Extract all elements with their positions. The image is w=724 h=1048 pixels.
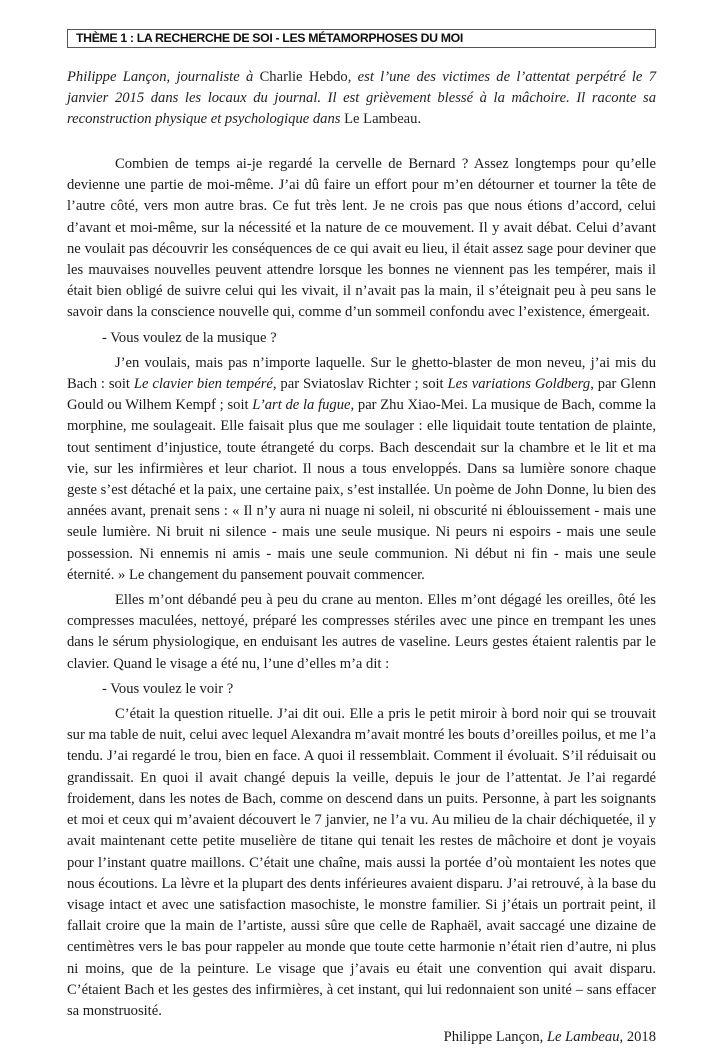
- paragraph-2-text-b: , par Sviatoslav Richter ; soit: [272, 376, 448, 393]
- intro-text-2: , est l’une des victimes de l’attentat perpétré le 7 janvier 2015 dans les locaux du journal. Il est grièvement blessé à la mâchoire. Il raconte sa reconstruction physique et psychologique dans: [67, 69, 656, 127]
- paragraph-3: Elles m’ont débandé peu à peu du crane au menton. Elles m’ont dégagé les oreilles, ôté les compresses maculées, nettoyé, préparé les compresses stériles avec une pince en trempant les unes dans le sérum physiologique, en enduisant les autres de vaseline. Leurs gestes étaient ralentis par le clavier. Quand le visage a été nu, l’une d’elles m’a dit :: [67, 592, 656, 672]
- attribution-title: Le Lambeau: [546, 1029, 620, 1046]
- attribution-year: , 2018: [619, 1029, 656, 1046]
- newspaper-name: Charlie Hebdo: [259, 69, 348, 85]
- intro-text-1: Philippe Lançon, journaliste à: [67, 69, 260, 85]
- paragraph-1: Combien de temps ai-je regardé la cervelle de Bernard ? Assez longtemps pour qu’elle devienne une partie de moi-même. J’ai dû faire un effort pour m’en détourner et tourner la tête de l’autre côté, vers mon autre bras. Ce fut très lent. Je ne crois pas que nous étions d’accord, celui d’avant et moi-même, sur la nécessité et la nature de ce mouvement. Il y avait débat. Celui d’avant ne voulait pas découvrir les conséquences de ce qui avait eu lieu, il était assez sage pour deviner que les mauvaises nouvelles peuvent attendre lorsque les bonnes ne viennent pas les tempérer, mais il était bien obligé de suivre celui qui les vivait, il n’avait pas la main, il s’éteignait peu à peu sans le savoir dans la conscience nouvelle qui, comme d’un sommeil confondu avec l’existence, émergeait.: [67, 156, 656, 321]
- attribution: [67, 1027, 656, 1048]
- dialog-line-1: - Vous voulez de la musique ?: [102, 329, 277, 346]
- work-title-1: Le clavier bien tempéré: [133, 376, 273, 393]
- document-page: [67, 29, 656, 1048]
- paragraph-2-text-d: , par Zhu Xiao-Mei. La musique de Bach, comme la morphine, me soulageait. Elle faisait plus que me soulager : elle liquidait toute tentation de plainte, tout sentiment d’injustice, toute étrangeté du corps. Bach descendait sur la chambre et le lit et ma vie, sur les infirmières et leur chariot. Il nous a tous enveloppés. Dans sa lumière sonore chaque geste s’est détaché et la paix, une certaine paix, s’est installée. Un poème de John Donne, lu bien des années avant, prenait sens : « Il n’y aura ni nuage ni soleil, ni obscurité ni éblouissement - mais une seule lumière. Ni bruit ni silence - mais une seule musique. Ni peurs ni espoirs - mais une seule possession. Ni ennemis ni amis - mais une seule communion. Ni début ni fin - mais une seule éternité. » Le changement du pansement pouvait commencer.: [67, 397, 657, 583]
- attribution-author: Philippe Lançon,: [443, 1029, 547, 1046]
- intro-text-3: .: [417, 111, 422, 127]
- paragraph-2: [67, 353, 656, 586]
- paragraph-2-text-a: J’en voulais, mais pas n’importe laquelle. Sur le ghetto-blaster de mon neveu, j’ai mis du Bach : soit: [67, 354, 656, 393]
- book-title: Le Lambeau: [344, 111, 418, 127]
- paragraph-2-text-c: , par Glenn Gould ou Wilhem Kempf ; soit: [67, 376, 656, 414]
- intro-paragraph: [67, 67, 656, 130]
- work-title-2: Les variations Goldberg: [447, 376, 591, 393]
- paragraph-4: C’était la question rituelle. J’ai dit oui. Elle a pris le petit miroir à bord noir qui se trouvait sur ma table de nuit, celui avec lequel Alexandra m’avait montré les bouts d’oreilles poilus, et me l’a tendu. J’ai regardé le trou, bien en face. A quoi il ressemblait. Comment il évoluait. S’il réduisait ou grandissait. En quoi il avait changé depuis la veille, depuis le jour de l’attentat. Je l’ai regardé froidement, dans les notes de Bach, comme on descend dans un puits. Personne, à part les soignants et moi et ceux qui m’avaient découvert le 7 janvier, ne l’a vu. Au milieu de la chair déchiquetée, il y avait maintenant cette petite muselière de titane qui tenait les restes de mâchoire et dont je voyais pour l’instant quatre maillons. C’était une chaîne, mais aussi la portée d’où montaient les notes que nous écoutions. La lèvre et la plupart des dents inférieures avaient disparu. J’ai retrouvé, à la base du visage intact et avec une satisfaction masochiste, le monstre familier. Si j’étais un portrait peint, il fallait croire que la main de l’artiste, aussi sûre que celle de Raphaël, avait saccagé une dizaine de centimètres vers le bas pour rappeler au monde que toute cette harmonie n’était rien d’autre, ni plus ni moins, que de la peinture. Le visage que j’avais eu était une convention qui avait disparu. C’étaient Bach et les gestes des infirmières, à cet instant, qui lui redonnaient son unité – sans effacer sa monstruosité.: [67, 706, 656, 1019]
- work-title-3: L’art de la fugue: [252, 397, 351, 414]
- theme-title: THÈME 1 : LA RECHERCHE DE SOI - LES MÉTAMORPHOSES DU MOI: [76, 31, 463, 45]
- excerpt-body: [67, 154, 656, 1022]
- dialog-line-2: - Vous voulez le voir ?: [102, 680, 234, 697]
- theme-header-box: [67, 29, 656, 48]
